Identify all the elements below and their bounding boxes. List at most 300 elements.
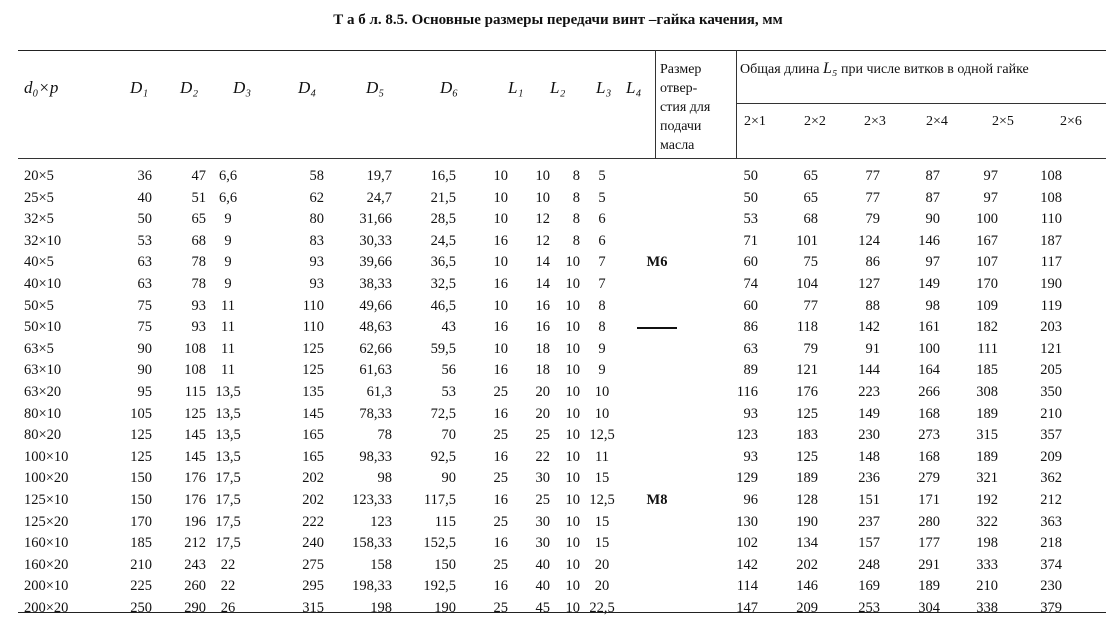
cell-oil: М8 <box>646 491 668 508</box>
cell-d4: 145 <box>302 405 324 422</box>
cell-l5-turns-4: 168 <box>918 405 940 422</box>
cell-l5-turns-6: 187 <box>1040 232 1062 249</box>
oil-hole-line: подачи <box>660 119 702 134</box>
cell-l5-turns-3: 124 <box>858 232 880 249</box>
cell-l1: 10 <box>493 297 508 314</box>
cell-l5-turns-5: 192 <box>976 491 998 508</box>
cell-l5-turns-3: 148 <box>858 448 880 465</box>
cell-l5-turns-4: 149 <box>918 275 940 292</box>
l5-symbol: L₅ <box>822 60 838 77</box>
cell-l5-turns-2: 104 <box>796 275 818 292</box>
cell-d0p: 50×5 <box>24 297 54 314</box>
cell-l5-turns-1: 102 <box>736 535 758 552</box>
cell-d1: 90 <box>137 340 152 357</box>
cell-l5-turns-4: 161 <box>918 319 940 336</box>
header-L1: L₁ <box>508 78 524 97</box>
cell-l5-turns-4: 266 <box>918 383 940 400</box>
cell-d1: 50 <box>137 211 152 228</box>
cell-d5: 98 <box>377 470 392 487</box>
cell-l5-turns-6: 350 <box>1040 383 1062 400</box>
table-row <box>18 339 1062 361</box>
cell-d6: 72,5 <box>430 405 456 422</box>
cell-l1: 16 <box>493 491 508 508</box>
cell-d4: 315 <box>302 599 324 616</box>
cell-l5-turns-2: 189 <box>796 470 818 487</box>
cell-l2: 20 <box>535 383 550 400</box>
cell-l2: 30 <box>535 513 550 530</box>
cell-l5-turns-1: 89 <box>743 362 758 379</box>
cell-l5-turns-5: 333 <box>976 556 998 573</box>
cell-l5-turns-3: 79 <box>865 211 880 228</box>
cell-d1: 63 <box>137 275 152 292</box>
cell-l2: 40 <box>535 556 550 573</box>
cell-l5-turns-1: 53 <box>743 211 758 228</box>
table-row <box>18 166 1062 188</box>
cell-d2: 196 <box>184 513 206 530</box>
cell-l5-turns-5: 189 <box>976 405 998 422</box>
cell-d0p: 100×20 <box>24 470 69 487</box>
cell-l5-turns-1: 50 <box>743 168 758 184</box>
cell-d3: 11 <box>221 340 235 357</box>
cell-l3: 10 <box>565 275 580 292</box>
cell-d4: 135 <box>302 383 324 400</box>
cell-d6: 92,5 <box>430 448 456 465</box>
l5-column-divider <box>736 50 737 158</box>
cell-d1: 250 <box>130 599 152 616</box>
cell-l5-turns-3: 144 <box>858 362 880 379</box>
cell-l5-turns-3: 149 <box>858 405 880 422</box>
cell-l1: 25 <box>493 383 508 400</box>
header-turns-2x1: 2×1 <box>744 114 766 129</box>
cell-d4: 240 <box>302 535 324 552</box>
cell-d5: 49,66 <box>359 297 392 314</box>
cell-d0p: 80×20 <box>24 427 62 444</box>
cell-d1: 90 <box>137 362 152 379</box>
cell-l1: 16 <box>493 319 508 336</box>
cell-d3: 22 <box>220 556 236 573</box>
cell-d3: 13,5 <box>215 448 241 465</box>
cell-d5: 123 <box>370 513 392 530</box>
cell-d2: 108 <box>184 362 206 379</box>
cell-d5: 78,33 <box>359 405 392 422</box>
cell-l3: 10 <box>565 578 580 595</box>
table-row <box>18 533 1062 555</box>
cell-d6: 190 <box>434 599 456 616</box>
cell-d0p: 160×10 <box>24 535 69 552</box>
cell-l3: 10 <box>565 599 580 616</box>
cell-l5-turns-2: 65 <box>803 189 818 206</box>
table-row <box>18 296 1062 318</box>
cell-l3: 10 <box>565 319 580 336</box>
cell-l5-turns-5: 185 <box>976 362 998 379</box>
cell-oil <box>624 512 690 534</box>
cell-l1: 25 <box>493 513 508 530</box>
cell-l3: 10 <box>565 297 580 314</box>
cell-l5-turns-1: 71 <box>743 232 758 249</box>
cell-d6: 150 <box>434 556 456 573</box>
cell-l1: 25 <box>493 599 508 616</box>
cell-l5-turns-6: 121 <box>1040 340 1062 357</box>
cell-l5-turns-6: 190 <box>1040 275 1062 292</box>
header-D3: D₃ <box>233 78 252 97</box>
cell-l1: 25 <box>493 470 508 487</box>
cell-oil <box>624 231 690 253</box>
cell-d5: 48,63 <box>359 319 392 336</box>
cell-d3: 6,6 <box>218 168 238 184</box>
cell-l1: 16 <box>493 535 508 552</box>
cell-l5-turns-3: 77 <box>865 168 880 184</box>
header-turns-2x4: 2×4 <box>926 114 948 129</box>
cell-d4: 58 <box>309 168 324 184</box>
cell-l4: 9 <box>598 340 606 357</box>
cell-oil <box>624 468 690 490</box>
cell-d6: 53 <box>441 383 456 400</box>
cell-l5-turns-1: 74 <box>743 275 758 292</box>
cell-l5-turns-5: 321 <box>976 470 998 487</box>
cell-d3: 9 <box>224 211 232 228</box>
cell-d1: 225 <box>130 578 152 595</box>
cell-d6: 152,5 <box>423 535 456 552</box>
cell-d1: 40 <box>137 189 152 206</box>
cell-oil <box>624 296 690 318</box>
cell-d4: 93 <box>309 254 324 271</box>
cell-d1: 125 <box>130 427 152 444</box>
cell-d4: 110 <box>302 297 324 314</box>
cell-l5-turns-4: 90 <box>925 211 940 228</box>
cell-d1: 95 <box>137 383 152 400</box>
header-d0xp: d₀×p <box>24 78 59 97</box>
cell-l5-turns-2: 101 <box>796 232 818 249</box>
cell-l3: 10 <box>565 448 580 465</box>
cell-d3: 13,5 <box>215 427 241 444</box>
cell-l3: 10 <box>565 535 580 552</box>
cell-l5-turns-2: 202 <box>796 556 818 573</box>
cell-d2: 78 <box>191 254 206 271</box>
cell-oil <box>624 317 690 339</box>
cell-d0p: 20×5 <box>24 168 54 184</box>
cell-l5-turns-1: 93 <box>743 405 758 422</box>
cell-d4: 62 <box>309 189 324 206</box>
cell-d4: 222 <box>302 513 324 530</box>
cell-l2: 16 <box>535 319 550 336</box>
cell-l1: 16 <box>493 405 508 422</box>
cell-l2: 18 <box>535 362 550 379</box>
cell-l3: 10 <box>565 254 580 271</box>
cell-l4: 9 <box>598 362 606 379</box>
cell-l5-turns-1: 93 <box>743 448 758 465</box>
cell-d6: 192,5 <box>423 578 456 595</box>
cell-l5-turns-5: 97 <box>983 168 998 184</box>
header-separator <box>18 158 1106 159</box>
cell-l5-turns-4: 97 <box>925 254 940 271</box>
cell-l5-turns-2: 75 <box>803 254 818 271</box>
cell-d0p: 80×10 <box>24 405 62 422</box>
cell-l5-turns-5: 315 <box>976 427 998 444</box>
cell-l2: 45 <box>535 599 550 616</box>
cell-l4: 20 <box>594 556 610 573</box>
cell-l5-turns-6: 212 <box>1040 491 1062 508</box>
cell-d1: 150 <box>130 491 152 508</box>
cell-l3: 10 <box>565 470 580 487</box>
cell-oil: М6 <box>646 254 668 271</box>
cell-d5: 98,33 <box>359 448 392 465</box>
table-row <box>18 404 1062 426</box>
cell-l1: 16 <box>493 232 508 249</box>
cell-d2: 93 <box>191 297 206 314</box>
cell-l5-turns-4: 280 <box>918 513 940 530</box>
cell-l5-turns-5: 100 <box>976 211 998 228</box>
cell-l5-turns-1: 114 <box>736 578 758 595</box>
cell-d6: 117,5 <box>423 491 456 508</box>
cell-l5-turns-1: 86 <box>743 319 758 336</box>
cell-d0p: 40×5 <box>24 254 54 271</box>
cell-d0p: 32×5 <box>24 211 54 228</box>
cell-l4: 22,5 <box>589 599 615 616</box>
cell-d5: 61,3 <box>366 383 392 400</box>
cell-d0p: 40×10 <box>24 275 62 292</box>
top-rule <box>18 50 1106 51</box>
cell-l2: 20 <box>535 405 550 422</box>
cell-l4: 10 <box>594 405 610 422</box>
cell-l5-turns-3: 248 <box>858 556 880 573</box>
table-row <box>18 555 1062 577</box>
cell-d1: 75 <box>137 319 152 336</box>
cell-d1: 105 <box>130 405 152 422</box>
header-D4: D₄ <box>298 78 317 97</box>
cell-d4: 275 <box>302 556 324 573</box>
cell-l5-turns-6: 363 <box>1040 513 1062 530</box>
cell-l5-turns-5: 170 <box>976 275 998 292</box>
table-row <box>18 512 1062 534</box>
cell-d6: 24,5 <box>430 232 456 249</box>
cell-l3: 8 <box>572 211 580 228</box>
cell-d0p: 125×20 <box>24 513 69 530</box>
cell-l5-turns-2: 146 <box>796 578 818 595</box>
cell-l3: 10 <box>565 340 580 357</box>
cell-d2: 145 <box>184 448 206 465</box>
cell-l4: 20 <box>594 578 610 595</box>
cell-l5-turns-5: 167 <box>976 232 998 249</box>
cell-d4: 110 <box>302 319 324 336</box>
cell-d3: 17,5 <box>215 491 241 508</box>
cell-l5-turns-4: 98 <box>925 297 940 314</box>
cell-l5-turns-3: 223 <box>858 383 880 400</box>
cell-d5: 198 <box>370 599 392 616</box>
cell-l1: 16 <box>493 275 508 292</box>
cell-d6: 28,5 <box>430 211 456 228</box>
header-L3: L₃ <box>596 78 612 97</box>
cell-l1: 10 <box>493 254 508 271</box>
cell-l5-turns-2: 134 <box>796 535 818 552</box>
cell-d2: 68 <box>191 232 206 249</box>
cell-oil <box>624 360 690 382</box>
cell-l5-turns-4: 279 <box>918 470 940 487</box>
cell-l5-turns-6: 210 <box>1040 405 1062 422</box>
cell-d4: 295 <box>302 578 324 595</box>
l5-prefix: Общая длина <box>740 62 820 77</box>
cell-d5: 62,66 <box>359 340 392 357</box>
table-row <box>18 425 1062 447</box>
cell-l5-turns-3: 77 <box>865 189 880 206</box>
cell-oil <box>624 404 690 426</box>
cell-l5-turns-1: 50 <box>743 189 758 206</box>
cell-d1: 210 <box>130 556 152 573</box>
cell-oil <box>624 425 690 447</box>
cell-d3: 13,5 <box>215 383 241 400</box>
cell-l5-turns-2: 121 <box>796 362 818 379</box>
cell-l3: 10 <box>565 405 580 422</box>
cell-d2: 260 <box>184 578 206 595</box>
cell-l5-turns-1: 96 <box>743 491 758 508</box>
cell-d2: 125 <box>184 405 206 422</box>
cell-oil <box>624 209 690 231</box>
cell-l5-turns-6: 362 <box>1040 470 1062 487</box>
cell-d3: 11 <box>221 297 235 314</box>
cell-d1: 170 <box>130 513 152 530</box>
cell-l5-turns-6: 205 <box>1040 362 1062 379</box>
dash-mark <box>637 327 677 329</box>
cell-l5-turns-6: 119 <box>1040 297 1062 314</box>
cell-l5-turns-5: 97 <box>983 189 998 206</box>
cell-d2: 65 <box>191 211 206 228</box>
l5-suffix: при числе витков в одной гайке <box>840 62 1029 77</box>
cell-d2: 115 <box>184 383 206 400</box>
oil-hole-line: стия для <box>660 100 711 115</box>
cell-l1: 25 <box>493 427 508 444</box>
cell-d2: 78 <box>191 275 206 292</box>
cell-d6: 36,5 <box>430 254 456 271</box>
cell-l4: 12,5 <box>589 427 615 444</box>
cell-d2: 212 <box>184 535 206 552</box>
cell-l5-turns-6: 117 <box>1040 254 1062 271</box>
cell-l5-turns-6: 218 <box>1040 535 1062 552</box>
cell-l5-turns-6: 108 <box>1040 189 1062 206</box>
cell-d0p: 200×10 <box>24 578 69 595</box>
cell-l3: 10 <box>565 556 580 573</box>
cell-l5-turns-6: 209 <box>1040 448 1062 465</box>
cell-l5-turns-2: 125 <box>796 448 818 465</box>
cell-l5-turns-1: 60 <box>743 254 758 271</box>
cell-l4: 15 <box>594 535 610 552</box>
cell-d3: 9 <box>224 232 232 249</box>
cell-d4: 83 <box>309 232 324 249</box>
cell-l5-turns-3: 91 <box>865 340 880 357</box>
cell-d0p: 63×20 <box>24 383 62 400</box>
cell-l5-turns-2: 176 <box>796 383 818 400</box>
cell-d6: 21,5 <box>430 189 456 206</box>
cell-d6: 115 <box>434 513 456 530</box>
oil-hole-line: Размер <box>660 62 702 77</box>
cell-l1: 10 <box>493 168 508 184</box>
cell-l5-turns-3: 142 <box>858 319 880 336</box>
cell-d4: 93 <box>309 275 324 292</box>
cell-l4: 6 <box>598 232 606 249</box>
header-D5: D₅ <box>366 78 385 97</box>
table-row <box>18 490 1062 512</box>
cell-d3: 26 <box>220 599 236 616</box>
cell-l5-turns-5: 210 <box>976 578 998 595</box>
oil-hole-line: масла <box>660 138 695 153</box>
cell-l5-turns-2: 118 <box>796 319 818 336</box>
cell-d2: 176 <box>184 470 206 487</box>
table-title: Т а б л. 8.5. Основные размеры передачи винт –гайка качения, мм <box>333 12 783 28</box>
cell-d2: 108 <box>184 340 206 357</box>
cell-d1: 125 <box>130 448 152 465</box>
cell-l5-turns-5: 182 <box>976 319 998 336</box>
cell-d4: 125 <box>302 362 324 379</box>
cell-l5-turns-1: 123 <box>736 427 758 444</box>
cell-l5-turns-4: 164 <box>918 362 940 379</box>
cell-d2: 93 <box>191 319 206 336</box>
cell-l5-turns-3: 169 <box>858 578 880 595</box>
cell-l5-turns-1: 129 <box>736 470 758 487</box>
cell-d0p: 63×5 <box>24 340 54 357</box>
cell-d3: 11 <box>221 319 235 336</box>
table-row <box>18 274 1062 296</box>
cell-oil <box>624 382 690 404</box>
cell-d3: 17,5 <box>215 513 241 530</box>
cell-d5: 61,63 <box>359 362 392 379</box>
cell-d0p: 200×20 <box>24 599 69 616</box>
table-row <box>18 382 1062 404</box>
cell-d5: 30,33 <box>359 232 392 249</box>
cell-l2: 16 <box>535 297 550 314</box>
cell-d1: 63 <box>137 254 152 271</box>
cell-oil <box>624 339 690 361</box>
cell-l5-turns-2: 79 <box>803 340 818 357</box>
cell-l5-turns-3: 236 <box>858 470 880 487</box>
cell-l5-turns-2: 190 <box>796 513 818 530</box>
cell-oil <box>624 166 690 188</box>
cell-l5-turns-6: 203 <box>1040 319 1062 336</box>
cell-l2: 40 <box>535 578 550 595</box>
cell-l3: 10 <box>565 513 580 530</box>
cell-l5-turns-1: 130 <box>736 513 758 530</box>
cell-l2: 12 <box>535 211 550 228</box>
cell-l2: 25 <box>535 491 550 508</box>
header-turns-2x3: 2×3 <box>864 114 886 129</box>
header-oil-hole <box>660 60 736 155</box>
header-turns-2x2: 2×2 <box>804 114 826 129</box>
header-D2: D₂ <box>180 78 199 97</box>
cell-oil <box>624 576 690 598</box>
cell-l3: 10 <box>565 427 580 444</box>
cell-l5-turns-5: 109 <box>976 297 998 314</box>
cell-l2: 18 <box>535 340 550 357</box>
cell-d4: 165 <box>302 448 324 465</box>
cell-l5-turns-1: 142 <box>736 556 758 573</box>
cell-d6: 16,5 <box>430 168 456 184</box>
cell-d5: 39,66 <box>359 254 392 271</box>
cell-d3: 22 <box>220 578 236 595</box>
cell-l5-turns-4: 100 <box>918 340 940 357</box>
cell-d6: 43 <box>441 319 456 336</box>
cell-l5-turns-2: 68 <box>803 211 818 228</box>
cell-d1: 185 <box>130 535 152 552</box>
cell-l3: 10 <box>565 362 580 379</box>
cell-l5-turns-2: 65 <box>803 168 818 184</box>
cell-l3: 8 <box>572 232 580 249</box>
cell-l5-turns-6: 357 <box>1040 427 1062 444</box>
cell-l5-turns-6: 110 <box>1040 211 1062 228</box>
cell-l5-turns-6: 379 <box>1040 599 1062 616</box>
cell-l1: 10 <box>493 211 508 228</box>
cell-l5-turns-5: 308 <box>976 383 998 400</box>
dimensions-table <box>18 166 1062 619</box>
cell-l2: 12 <box>535 232 550 249</box>
l5-header-separator <box>736 103 1106 104</box>
cell-l1: 10 <box>493 189 508 206</box>
